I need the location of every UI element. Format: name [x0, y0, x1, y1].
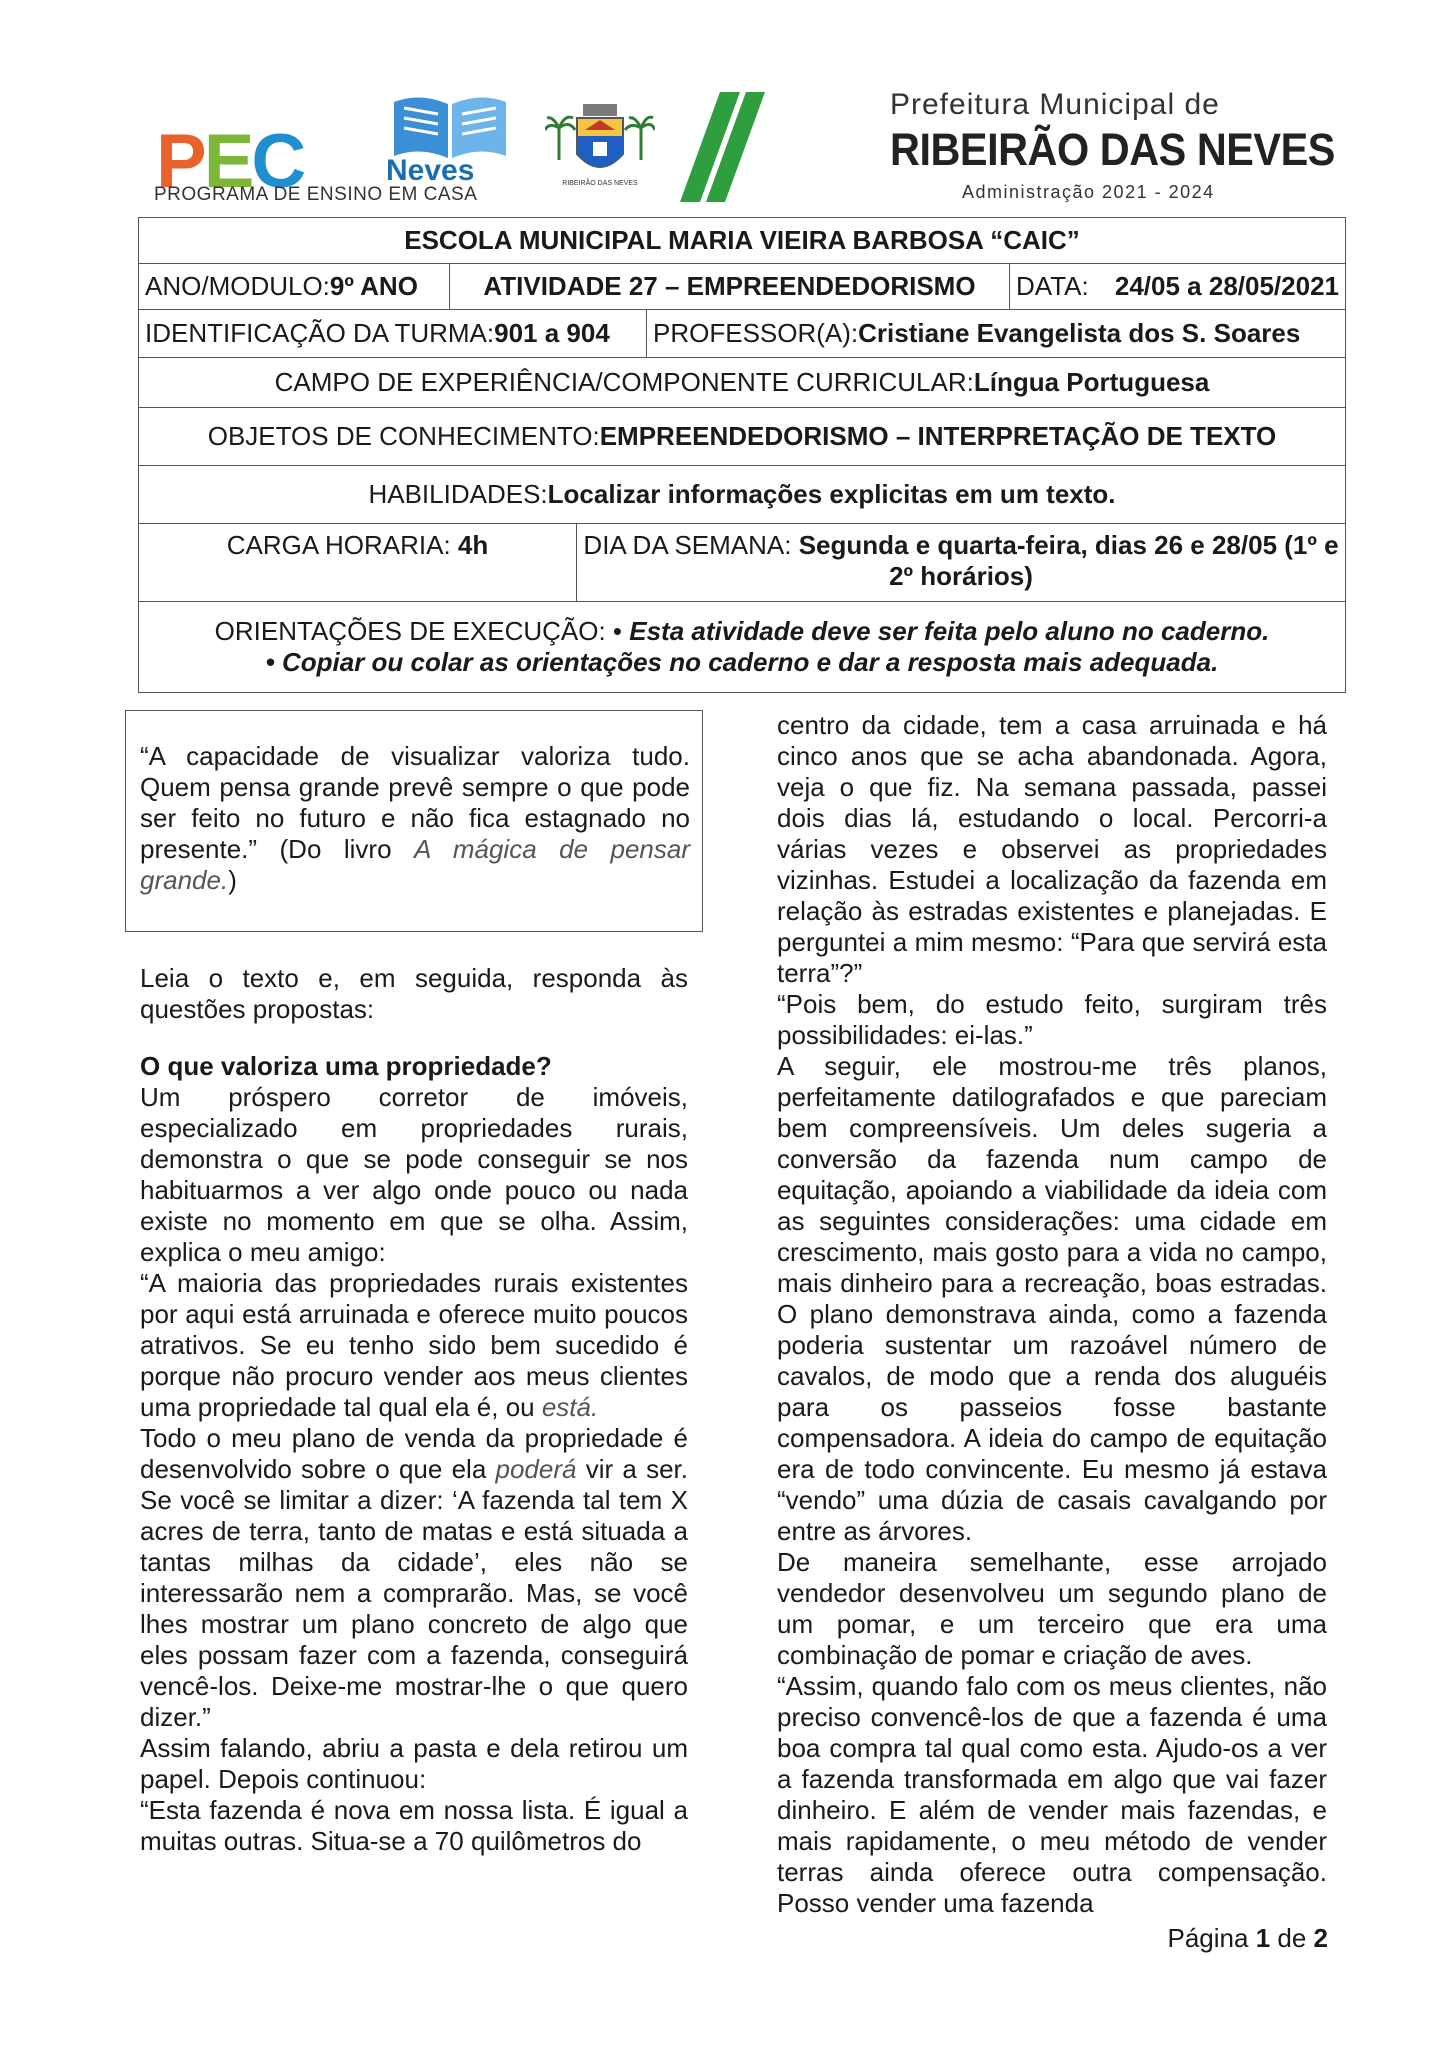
data-value: 24/05 a 28/05/2021	[1114, 270, 1339, 301]
ano-value: 9º ANO	[329, 270, 418, 301]
objetos-row	[139, 408, 1345, 466]
intro-paragraph: Leia o texto e, em seguida, responda às questões propostas:	[140, 963, 688, 1024]
paragraph-5: “Esta fazenda é nova em nossa lista. É igual a muitas outras. Situa-se a 70 quilômetros do	[140, 1795, 688, 1856]
turma-value: 901 a 904	[494, 317, 610, 348]
atividade-cell	[449, 264, 1009, 309]
right-paragraph-5: “Assim, quando falo com os meus clientes, não preciso convencê-los de que a fazenda é uma boa compra tal qual como esta. Ajudo-os a ver a fazenda transformada em algo que vai fazer dinheiro. E além de vender mais fazendas, e mais rapidamente, o meu método de vender terras ainda oferece outra compensação. Posso vender uma fazenda	[777, 1671, 1327, 1918]
professor-cell	[646, 310, 1345, 357]
campo-value: Língua Portuguesa	[973, 366, 1210, 397]
professor-label: PROFESSOR(A):	[653, 317, 859, 348]
orientacoes-item-1: Esta atividade deve ser feita pelo aluno no caderno.	[629, 615, 1270, 646]
right-column	[777, 710, 1327, 1919]
campo-label: CAMPO DE EXPERIÊNCIA/COMPONENTE CURRICULAR:	[274, 366, 974, 397]
prefeitura-line3: Administração 2021 - 2024	[962, 182, 1215, 202]
carga-cell	[139, 524, 576, 601]
paragraph-4: Assim falando, abriu a pasta e dela retirou um papel. Depois continuou:	[140, 1733, 688, 1794]
paragraph-3-emphasis: poderá	[495, 1454, 577, 1484]
carga-label: CARGA HORARIA:	[226, 530, 458, 560]
habilidades-row	[139, 466, 1345, 524]
turma-row	[139, 310, 1345, 358]
right-paragraph-3: A seguir, ele mostrou-me três planos, perfeitamente datilografados e que pareciam bem compreensíveis. Um deles sugeria a conversão da fazenda num campo de equitação, apoiando a viabilidade da ideia com as seguintes considerações: uma cidade em crescimento, mais gosto para a vida no campo, mais dinheiro para a recreação, boas estradas. O plano demonstrava ainda, como a fazenda poderia sustentar um razoável número de cavalos, de modo que a renda dos aluguéis para os passeios fosse bastante compensadora. A ideia do campo de equitação era de todo convincente. Eu mesmo já estava “vendo” uma dúzia de casais cavalgando por entre as árvores.	[777, 1051, 1327, 1546]
data-cell	[1009, 264, 1345, 309]
data-label: DATA:	[1016, 270, 1089, 301]
carga-row	[139, 524, 1345, 602]
paragraph-3	[140, 1423, 688, 1733]
orientacoes-row	[139, 602, 1345, 692]
right-paragraph-1: centro da cidade, tem a casa arruinada e há cinco anos que se acha abandonada. Agora, veja o que fiz. Na semana passada, passei dois dias lá, estudando o local. Percorri-a várias vezes e observei as propriedades vizinhas. Estudei a localização da fazenda em relação às estradas existentes e planejadas. E perguntei a mim mesmo: “Para que servirá esta terra”?”	[777, 710, 1327, 988]
ano-cell	[139, 264, 449, 309]
dia-label: DIA DA SEMANA:	[583, 530, 799, 560]
page-label: Página	[1167, 1923, 1256, 1953]
objetos-label: OBJETOS DE CONHECIMENTO:	[207, 420, 600, 451]
atividade-title: ATIVIDADE 27 – EMPREENDEDORISMO	[483, 270, 976, 301]
prefeitura-logo	[890, 88, 1335, 203]
page-header	[150, 88, 1335, 208]
paragraph-2-text: “A maioria das propriedades rurais existentes por aqui está arruinada e oferece muito poucos atrativos. Se eu tenho sido bem sucedido é porque não procuro vender aos meus clientes uma propriedade tal qual ela é, ou	[140, 1268, 688, 1422]
carga-value: 4h	[457, 530, 489, 560]
paragraph-2	[140, 1268, 688, 1423]
prefeitura-line2: RIBEIRÃO DAS NEVES	[890, 124, 1335, 175]
left-column	[140, 963, 688, 1857]
right-paragraph-2: “Pois bem, do estudo feito, surgiram três possibilidades: ei-las.”	[777, 989, 1327, 1050]
pec-neves-text: Neves	[386, 154, 475, 187]
habilidades-label: HABILIDADES:	[368, 478, 548, 509]
pec-subtitle: PROGRAMA DE ENSINO EM CASA	[154, 184, 478, 205]
quote-box	[125, 710, 703, 932]
school-row	[139, 218, 1345, 264]
orientacoes-cell	[215, 616, 1270, 678]
activity-info-table	[138, 217, 1346, 693]
page-current: 1	[1255, 1923, 1271, 1953]
book-icon	[390, 92, 510, 162]
pec-wordmark: PEC	[156, 119, 304, 204]
campo-row	[139, 358, 1345, 408]
paragraph-3-text-a: Todo o meu plano de venda da propriedade é desenvolvido sobre o que ela	[140, 1423, 688, 1484]
page-of: de	[1270, 1923, 1314, 1953]
page-number	[1168, 1923, 1329, 1954]
quote-book-title: A mágica de pensar grande.	[140, 834, 690, 895]
habilidades-value: Localizar informações explicitas em um texto.	[547, 478, 1116, 509]
quote-text: “A capacidade de visualizar valoriza tudo. Quem pensa grande prevê sempre o que pode ser feito no futuro e não fica estagnado no presente.” (Do livro	[140, 741, 690, 864]
dia-cell	[576, 524, 1345, 601]
turma-cell	[139, 310, 646, 357]
orientacoes-item-2: • Copiar ou colar as orientações no caderno e dar a resposta mais adequada.	[265, 647, 1219, 677]
right-paragraph-4: De maneira semelhante, esse arrojado vendedor desenvolveu um segundo plano de um pomar, e um terceiro que era uma combinação de pomar e criação de aves.	[777, 1547, 1327, 1670]
turma-label: IDENTIFICAÇÃO DA TURMA:	[145, 317, 495, 348]
quote-close: )	[228, 865, 237, 895]
objetos-value: EMPREENDEDORISMO – INTERPRETAÇÃO DE TEXTO	[599, 420, 1277, 451]
text-title: O que valoriza uma propriedade?	[140, 1051, 552, 1081]
paragraph-1: Um próspero corretor de imóveis, especializado em propriedades rurais, demonstra o que se pode conseguir se nos habituarmos a ver algo onde pouco ou nada existe no momento em que se olha. Assim, explica o meu amigo:	[140, 1082, 688, 1267]
school-name: ESCOLA MUNICIPAL MARIA VIEIRA BARBOSA “CAIC”	[404, 224, 1080, 255]
ano-row	[139, 264, 1345, 310]
professor-value: Cristiane Evangelista dos S. Soares	[858, 317, 1301, 348]
pec-logo	[150, 88, 520, 206]
dia-value: Segunda e quarta-feira, dias 26 e 28/05 (1º e 2º horários)	[798, 530, 1339, 592]
crest-caption: RIBEIRÃO DAS NEVES	[562, 180, 638, 187]
ano-label: ANO/MODULO:	[145, 270, 330, 301]
paragraph-3-text-b: vir a ser. Se você se limitar a dizer: ‘A fazenda tal tem X acres de terra, tanto de matas e está situada a tantas milhas da cidade’, eles não se interessarão nem a comprarão. Mas, se você lhes mostrar um plano concreto de algo que eles possam fazer com a fazenda, conseguirá vencê-los. Deixe-me mostrar-lhe o que quero dizer.”	[140, 1454, 688, 1732]
orientacoes-label: ORIENTAÇÕES DE EXECUÇÃO: •	[214, 615, 630, 646]
page-total: 2	[1313, 1923, 1328, 1953]
paragraph-2-emphasis: está.	[541, 1392, 599, 1422]
green-stripes-icon	[680, 92, 765, 202]
prefeitura-line1: Prefeitura Municipal de	[890, 88, 1220, 121]
